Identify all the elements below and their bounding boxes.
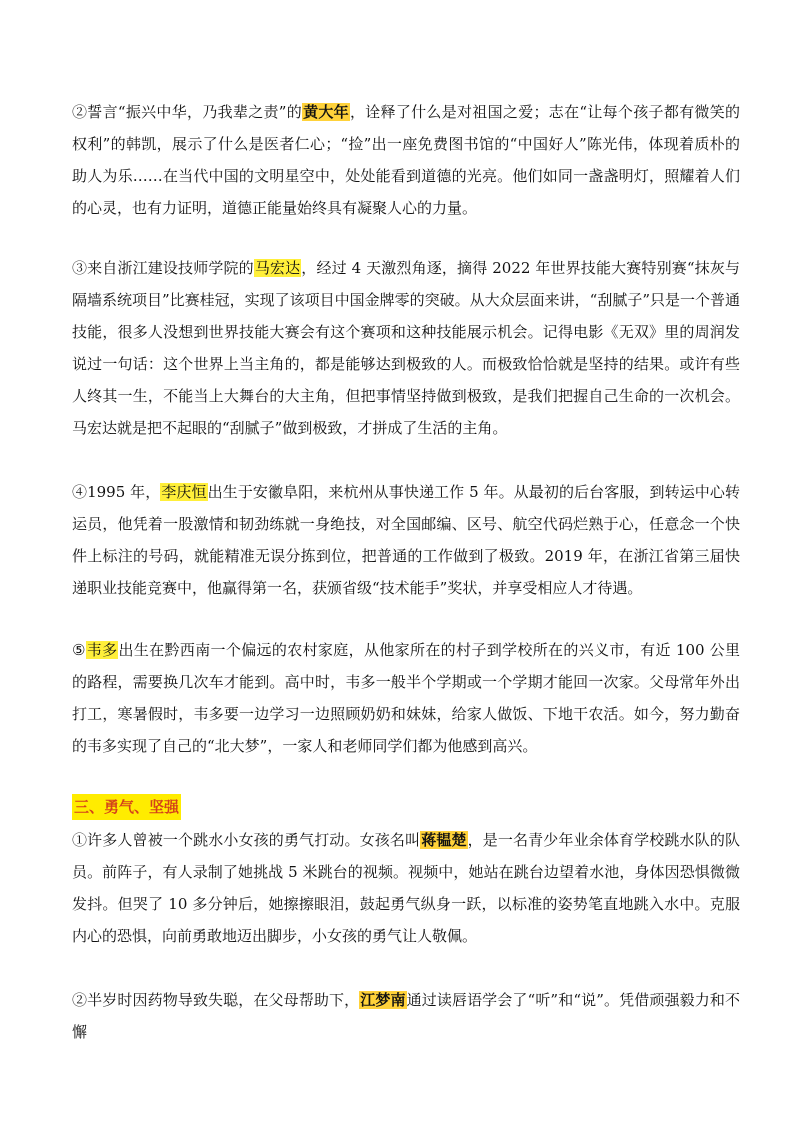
highlighted-name: 黄大年 [303,103,349,121]
highlighted-name: 马宏达 [254,259,301,277]
paragraph-text-after: ，是一名青少年业余体育学校跳水队的队员。前阵子，有人录制了她挑战 5 米跳台的视频。视频中，她站在跳台边望着水池，身体因恐惧微微发抖。但哭了 10 多分钟后，她擦擦眼泪，鼓起勇气纵身一跃，以标准的姿势笔直地跳入水中。克服内心的恐惧，向前勇敢地迈出脚步，小女孩的勇气让人敬佩。 [72,831,740,945]
paragraph-text-after: ，经过 4 天激烈角逐，摘得 2022 年世界技能大赛特别赛“抹灰与隔墙系统项目”比赛桂冠，实现了该项目中国金牌零的突破。从大众层面来讲，“刮腻子”只是一个普通技能，很多人没想到世界技能大赛会有这个赛项和这种技能展示机会。记得电影《无双》里的周润发说过一句话：这个世界上当主角的，都是能够达到极致的人。而极致恰恰就是坚持的结果。或许有些人终其一生，不能当上大舞台的大主角，但把事情坚持做到极致，是我们把握自己生命的一次机会。马宏达就是把不起眼的“刮腻子”做到极致，才拼成了生活的主角。 [72,259,741,437]
paragraph-text-before: ④1995 年， [72,483,161,501]
paragraph-text-after: ，诠释了什么是对祖国之爱；志在“让每个孩子都有微笑的权利”的韩凯，展示了什么是医者仁心；“捡”出一座免费图书馆的“中国好人”陈光伟，体现着质朴的助人为乐……在当代中国的文明星空中，处处能看到道德的光亮。他们如同一盏盏明灯，照耀着人们的心灵，也有力证明，道德正能量始终具有凝聚人心的力量。 [72,103,740,217]
paragraph-text-before: ⑤ [72,641,86,659]
paragraph-jiang-yunchu [72,824,740,952]
paragraph-text-before: ②誓言“振兴中华，乃我辈之责”的 [72,103,303,121]
paragraph-huang-danian [72,96,740,224]
highlighted-name: 江梦南 [360,991,406,1009]
section-heading: 三、勇气、坚强 [72,794,181,820]
paragraph-jiang-mengnan [72,984,740,1048]
paragraph-li-qingheng [72,476,740,604]
paragraph-text-before: ②半岁时因药物导致失聪，在父母帮助下， [72,991,360,1009]
highlighted-name: 蒋韫楚 [421,831,467,849]
paragraph-text-before: ③来自浙江建设技师学院的 [72,259,254,277]
paragraph-text-after: 出生于安徽阜阳，来杭州从事快递工作 5 年。从最初的后台客服，到转运中心转运员，他凭着一股激情和韧劲练就一身绝技，对全国邮编、区号、航空代码烂熟于心，任意念一个快件上标注的号码，就能精准无误分拣到位，把普通的工作做到了极致。2019 年，在浙江省第三届快递职业技能竞赛中，他赢得第一名，获颁省级“技术能手”奖状，并享受相应人才待遇。 [72,483,740,597]
paragraph-ma-hongda [72,252,740,444]
paragraph-text-after: 出生在黔西南一个偏远的农村家庭，从他家所在的村子到学校所在的兴义市，有近 100 公里的路程，需要换几次车才能到。高中时，韦多一般半个学期或一个学期才能回一次家。父母常年外出打工，寒暑假时，韦多要一边学习一边照顾奶奶和妹妹，给家人做饭、下地干农活。如今，努力勤奋的韦多实现了自己的“北大梦”，一家人和老师同学们都为他感到高兴。 [72,641,740,755]
highlighted-name: 李庆恒 [161,483,207,501]
highlighted-name: 韦多 [86,641,118,659]
paragraph-text-before: ①许多人曾被一个跳水小女孩的勇气打动。女孩名叫 [72,831,421,849]
paragraph-wei-duo [72,634,740,762]
paragraph-text-after: 通过读唇语学会了“听”和“说”。凭借顽强毅力和不懈 [72,991,740,1041]
